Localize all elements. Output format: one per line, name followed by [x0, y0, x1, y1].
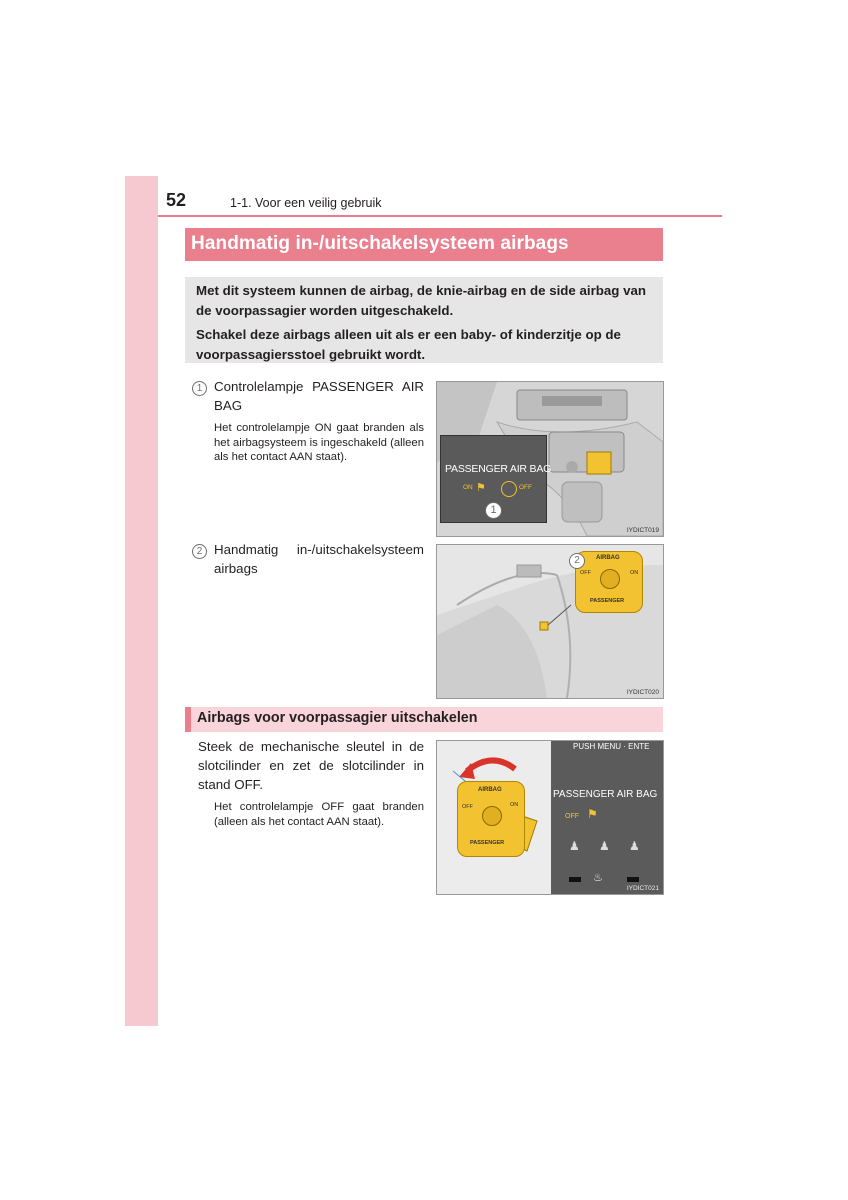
child-seat-off-icon: ⚑ — [587, 807, 598, 821]
switch-illustration-area — [437, 741, 551, 894]
seat-icon-right: ♟ — [629, 839, 640, 853]
item-1-label-line2: BAG — [214, 398, 243, 413]
item-2-label-line1: Handmatig in-/uitschakelsysteem — [214, 542, 424, 557]
airbag-indicator-panel — [440, 435, 552, 523]
subsection-body — [198, 737, 424, 794]
subsection-bar-edge — [185, 707, 191, 732]
figure-airbag-switch-location — [436, 544, 664, 699]
item-2-label — [214, 540, 424, 578]
subsection-body-line2: slotcilinder en zet de slotcilinder in — [198, 758, 424, 773]
figure-passenger-airbag-lamp — [436, 381, 664, 537]
figure-switch-off — [436, 740, 664, 895]
figure-2-callout-icon: 2 — [569, 553, 585, 569]
item-2-label-line2: airbags — [214, 561, 258, 576]
section-breadcrumb: 1-1. Voor een veilig gebruik — [230, 196, 382, 210]
switch-off-label: OFF — [580, 570, 591, 576]
switch-on-label: ON — [630, 570, 639, 576]
subsection-body-line3: stand OFF. — [198, 777, 264, 792]
button-right — [627, 877, 639, 882]
figure-2-code: IYDICT020 — [626, 689, 659, 696]
fig3-switch-title: AIRBAG — [478, 787, 502, 793]
figure-1-code: IYDICT019 — [626, 527, 659, 534]
intro-line-1: Met dit systeem kunnen de airbag, de knie-airbag en de side airbag van de voorpassagier worden uitgeschakeld. — [196, 283, 647, 318]
page-number: 52 — [166, 190, 187, 210]
figure-1-callout-icon: 1 — [485, 502, 502, 519]
seat-heater-icon: ♨ — [593, 872, 603, 884]
page-title: Handmatig in-/uitschakelsysteem airbags — [191, 233, 569, 254]
figure-3-code: IYDICT021 — [626, 885, 659, 892]
panel-passenger-airbag-text: PASSENGER AIR BAG — [445, 463, 552, 475]
item-1-label-line1: Controlelampje PASSENGER AIR — [214, 379, 424, 394]
fig3-switch-passenger: PASSENGER — [470, 840, 505, 846]
item-number-1-icon: 1 — [192, 381, 207, 396]
key-cylinder-icon — [600, 569, 620, 589]
intro-line-2: Schakel deze airbags alleen uit als er een baby- of kinderzitje op de voorpassagiersstoel gebruikt wordt. — [196, 327, 621, 362]
subsection-note: Het controlelampje OFF gaat branden (alleen als het contact AAN staat). — [214, 801, 424, 828]
item-1-description: Het controlelampje ON gaat branden als het airbagsysteem is ingeschakeld (alleen als het contact AAN staat). — [214, 422, 424, 463]
airbag-switch-key — [457, 781, 525, 857]
subsection-title: Airbags voor voorpassagier uitschakelen — [197, 710, 478, 726]
intro-box — [185, 277, 663, 363]
item-number-2-icon: 2 — [192, 544, 207, 559]
fig3-switch-on: ON — [510, 802, 519, 808]
fig3-top-text: PUSH MENU · ENTE — [573, 742, 650, 751]
subsection-bar — [185, 707, 663, 732]
seat-icon-center: ♟ — [599, 839, 610, 853]
subsection-body-line1: Steek de mechanische sleutel in de — [198, 739, 424, 754]
seat-icon-left: ♟ — [569, 839, 580, 853]
off-indicator-icon — [501, 481, 517, 497]
key-cylinder-icon — [482, 806, 502, 826]
section-title-bar — [185, 228, 663, 261]
item-1-label — [214, 377, 424, 415]
button-left — [569, 877, 581, 882]
indicator-display-panel — [551, 741, 663, 894]
fig3-panel-text: PASSENGER AIR BAG — [553, 789, 658, 800]
fig3-switch-off: OFF — [462, 804, 473, 810]
switch-passenger-label: PASSENGER — [590, 598, 625, 604]
airbag-switch-closeup — [575, 551, 643, 613]
child-seat-icon: ⚑ — [476, 482, 486, 494]
fig3-off-label: OFF — [565, 813, 579, 820]
switch-title-label: AIRBAG — [596, 555, 620, 561]
panel-off-label: OFF — [519, 484, 532, 491]
header-divider — [158, 215, 722, 217]
panel-on-label: ON — [463, 484, 473, 491]
side-color-band — [125, 176, 158, 1026]
